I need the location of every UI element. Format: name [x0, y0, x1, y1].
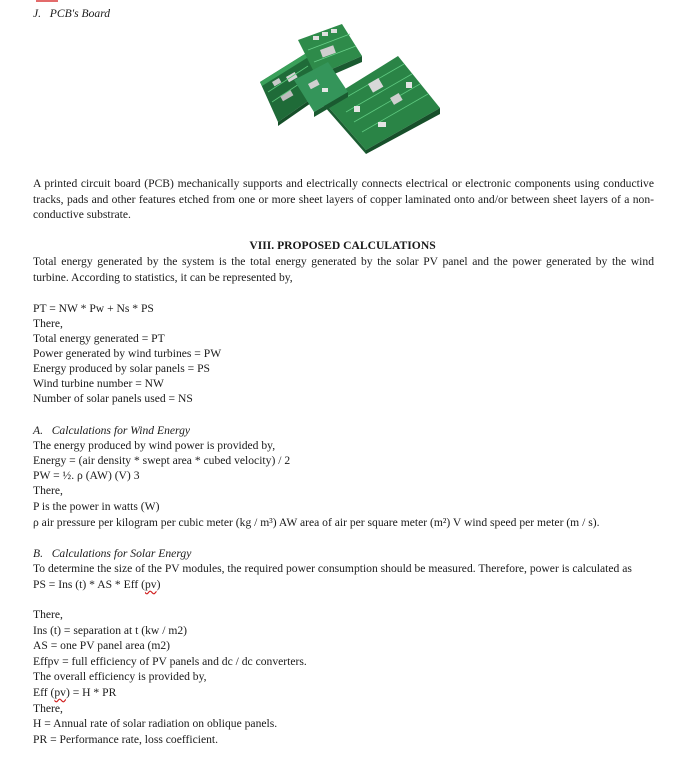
wind-def-p: P is the power in watts (W)	[33, 500, 160, 513]
total-formula: PT = NW * Pw + Ns * PS	[33, 302, 154, 315]
section-viii-heading: VIII. PROPOSED CALCULATIONS	[249, 239, 436, 252]
section-j-label: J.	[33, 7, 42, 20]
section-j-heading	[33, 6, 110, 22]
total-def-ps: Energy produced by solar panels = PS	[33, 362, 210, 375]
section-a-label: A.	[33, 424, 43, 437]
wind-pw-formula: PW = ½. ρ (AW) (V) 3	[33, 469, 140, 482]
solar-def-effpv: Effpv = full efficiency of PV panels and dc / dc converters.	[33, 655, 307, 668]
section-b-heading	[33, 546, 191, 562]
pcb-illustration	[258, 22, 441, 154]
total-def-pw: Power generated by wind turbines = PW	[33, 347, 222, 360]
wind-intro: The energy produced by wind power is provided by,	[33, 439, 276, 452]
solar-ps-formula	[33, 577, 160, 593]
section-j-title: PCB's Board	[49, 7, 111, 20]
solar-overall-efficiency: The overall efficiency is provided by,	[33, 670, 207, 683]
total-def-nw: Wind turbine number = NW	[33, 377, 164, 390]
eff-formula	[33, 685, 116, 701]
section-b-label: B.	[33, 547, 43, 560]
eff-formula-sub: pv	[54, 686, 66, 699]
eff-formula-prefix: Eff (	[33, 686, 55, 699]
solar-there: There,	[33, 608, 63, 621]
total-there: There,	[33, 317, 63, 330]
solar-ps-formula-suffix: )	[156, 578, 161, 591]
solar-ps-formula-prefix: PS = Ins (t) * AS * Eff (	[33, 578, 145, 591]
final-def-pr: PR = Performance rate, loss coefficient.	[33, 733, 219, 746]
section-a-heading	[33, 423, 190, 439]
solar-intro: To determine the size of the PV modules, the required power consumption should be measured. Therefore, power is calculated as	[33, 562, 632, 575]
final-def-h: H = Annual rate of solar radiation on oblique panels.	[33, 717, 278, 730]
solar-ps-formula-sub: pv	[144, 578, 157, 591]
pcb-board-image	[258, 22, 441, 154]
final-there: There,	[33, 702, 63, 715]
wind-def-rho: ρ air pressure per kilogram per cubic meter (kg / m³) AW area of air per square meter (m²) V wind speed per meter (m / s).	[33, 516, 600, 529]
total-def-pt: Total energy generated = PT	[33, 332, 165, 345]
intro-paragraph: Total energy generated by the system is the total energy generated by the solar PV panel and the power generated by the wind turbine. According to statistics, it can be represented by,	[33, 255, 654, 284]
wind-energy-formula: Energy = (air density * swept area * cubed velocity) / 2	[33, 454, 291, 467]
total-def-ns: Number of solar panels used = NS	[33, 392, 193, 405]
pcb-paragraph: A printed circuit board (PCB) mechanically supports and electrically connects electrical or electronic components using conductive tracks, pads and other features etched from one or more sheet layers of copper laminated onto and/or between sheet layers of a non-conductive substrate.	[33, 177, 654, 222]
solar-def-ins: Ins (t) = separation at t (kw / m2)	[33, 624, 187, 637]
section-b-title: Calculations for Solar Energy	[51, 547, 192, 560]
section-a-title: Calculations for Wind Energy	[51, 424, 191, 437]
solar-def-as: AS = one PV panel area (m2)	[33, 639, 171, 652]
eff-formula-suffix: ) = H * PR	[65, 686, 117, 699]
page-top-marker	[36, 0, 58, 2]
wind-there: There,	[33, 484, 63, 497]
